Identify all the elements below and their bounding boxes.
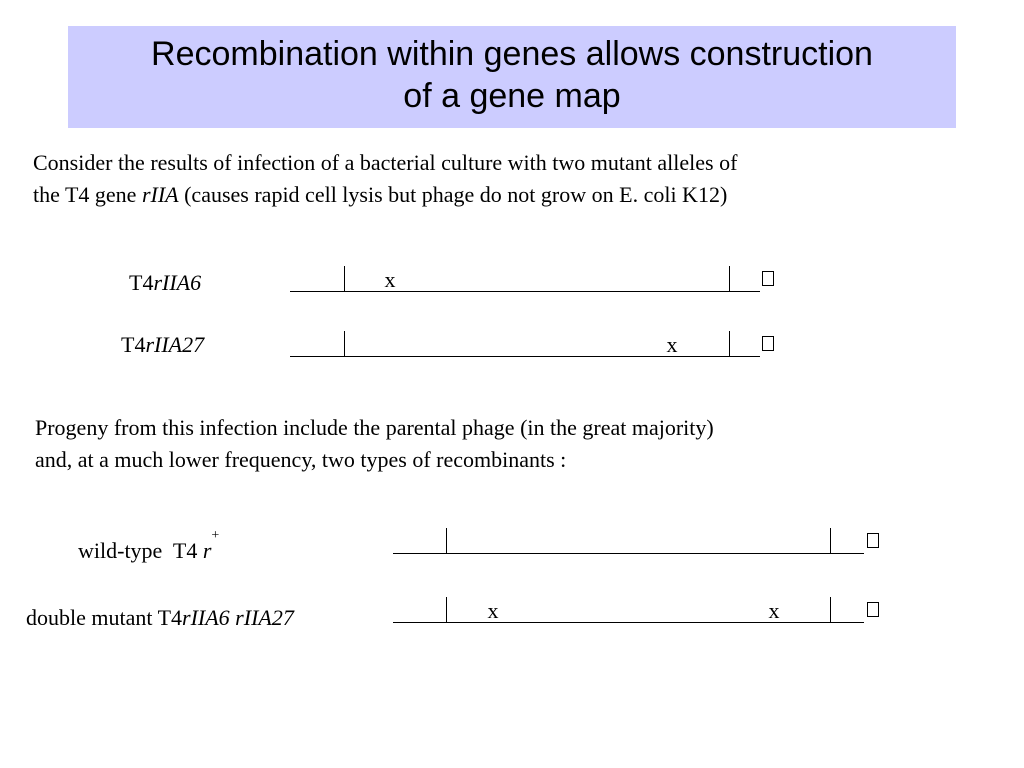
parent-label-2 (121, 332, 204, 358)
progeny-paragraph (35, 412, 714, 476)
gene-start-tick (344, 331, 345, 357)
intro-line-1: Consider the results of infection of a bacterial culture with two mutant alleles of (33, 150, 738, 175)
gene-start-tick (446, 528, 447, 554)
parent-1-name: rIIA6 (153, 270, 202, 295)
gene-diagram-parent-2 (290, 327, 780, 357)
slide-title (68, 33, 956, 117)
wild-type-gene: r (202, 538, 212, 563)
recombinant-label-double-mutant (26, 605, 294, 631)
double-mutant-label: double mutant T4 (26, 605, 183, 630)
gene-end-tick (729, 331, 730, 357)
mutation-marker: x (487, 598, 499, 623)
gene-baseline (393, 553, 864, 554)
missing-glyph-box (867, 602, 879, 617)
gene-diagram-wild-type (393, 524, 883, 554)
gene-end-tick (830, 528, 831, 554)
intro-line-2-prefix: the T4 gene (33, 182, 142, 207)
parent-label-1 (129, 270, 201, 296)
intro-line-2-suffix: (causes rapid cell lysis but phage do not grow on E. coli K12) (178, 182, 728, 207)
wild-type-label: wild-type T4 (78, 538, 203, 563)
intro-line-2 (33, 179, 737, 211)
intro-gene-name: rIIA (141, 182, 179, 207)
gene-diagram-double-mutant (393, 593, 883, 623)
title-line-1: Recombination within genes allows construction (151, 35, 873, 73)
gene-baseline (290, 291, 760, 292)
title-line-2: of a gene map (403, 77, 621, 115)
gene-baseline (393, 622, 864, 623)
missing-glyph-box (867, 533, 879, 548)
gene-end-tick (830, 597, 831, 623)
parent-1-prefix: T4 (129, 270, 154, 295)
progeny-line-2: and, at a much lower frequency, two types of recombinants : (35, 447, 567, 472)
missing-glyph-box (762, 271, 774, 286)
mutation-marker: x (384, 267, 396, 292)
progeny-line-1: Progeny from this infection include the parental phage (in the great majority) (35, 415, 714, 440)
gene-end-tick (729, 266, 730, 292)
parent-2-prefix: T4 (121, 332, 146, 357)
double-mutant-gene: rIIA6 rIIA27 (182, 605, 294, 630)
gene-diagram-parent-1 (290, 262, 780, 292)
mutation-marker: x (768, 598, 780, 623)
title-banner (68, 26, 956, 128)
intro-paragraph (33, 147, 737, 211)
mutation-marker: x (666, 332, 678, 357)
gene-start-tick (446, 597, 447, 623)
recombinant-label-wild-type (78, 528, 220, 564)
parent-2-name: rIIA27 (145, 332, 205, 357)
gene-start-tick (344, 266, 345, 292)
wild-type-superscript: + (211, 528, 220, 543)
gene-baseline (290, 356, 760, 357)
missing-glyph-box (762, 336, 774, 351)
